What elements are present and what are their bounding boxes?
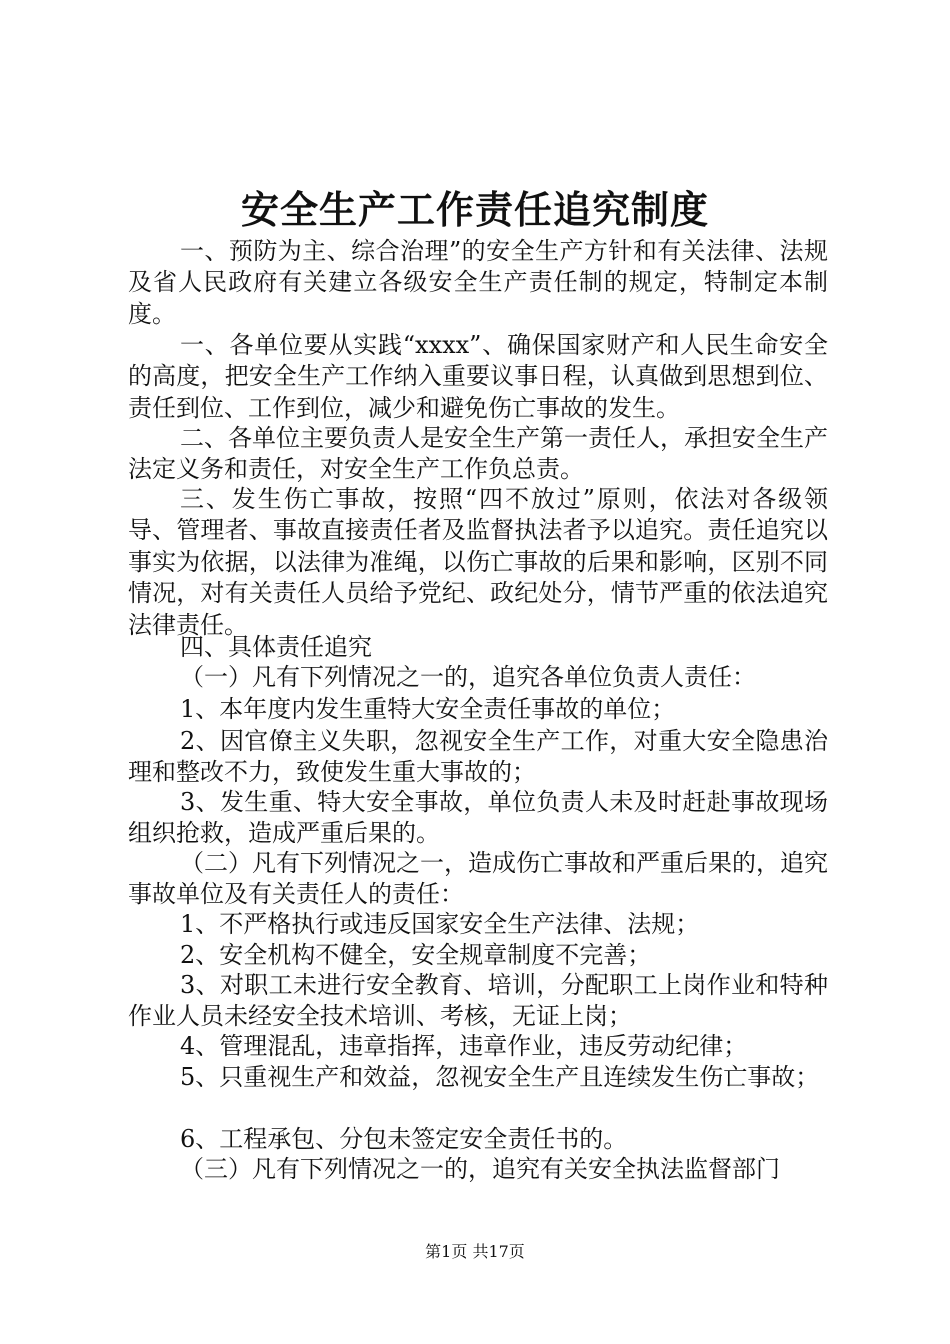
paragraph-item-2-5: 5、只重视生产和效益，忽视安全生产且连续发生伤亡事故； xyxy=(180,1063,820,1091)
paragraph-item-2-2: 2、安全机构不健全，安全规章制度不完善； xyxy=(180,941,652,969)
paragraph-item-2-4: 4、管理混乱，违章指挥，违章作业，违反劳动纪律； xyxy=(180,1032,748,1060)
paragraph-intro: 一、预防为主、综合治理”的安全生产方针和有关法律、法规及省人民政府有关建立各级安全生产责任制的规定，特制定本制度。 xyxy=(128,237,828,328)
paragraph-section-3: 三、发生伤亡事故，按照“四不放过”原则，依法对各级领导、管理者、事故直接责任者及监督执法者予以追究。责任追究以事实为依据，以法律为准绳，以伤亡事故的后果和影响，区别不同情况，对有关责任人员给予党纪、政纪处分，情节严重的依法追究法律责任。 xyxy=(128,485,828,639)
page-number-footer: 第1页 共17页 xyxy=(425,1242,525,1261)
paragraph-item-1-1: 1、本年度内发生重特大安全责任事故的单位； xyxy=(180,695,676,723)
paragraph-item-1-2: 2、因官僚主义失职，忽视安全生产工作，对重大安全隐患治理和整改不力，致使发生重大事故的； xyxy=(128,727,828,787)
paragraph-section-2: 二、各单位主要负责人是安全生产第一责任人，承担安全生产法定义务和责任，对安全生产工作负总责。 xyxy=(128,424,828,484)
paragraph-section-1: 一、各单位要从实践“xxxx”、确保国家财产和人民生命安全的高度，把安全生产工作纳入重要议事日程，认真做到思想到位、责任到位、工作到位，减少和避免伤亡事故的发生。 xyxy=(128,331,828,422)
paragraph-section-4-heading: 四、具体责任追究 xyxy=(180,633,372,661)
paragraph-item-1-3: 3、发生重、特大安全事故，单位负责人未及时赶赴事故现场组织抢救，造成严重后果的。 xyxy=(128,788,828,848)
paragraph-subsection-1: （一）凡有下列情况之一的，追究各单位负责人责任： xyxy=(180,663,756,691)
document-title: 安全生产工作责任追究制度 xyxy=(240,187,709,232)
paragraph-item-2-6: 6、工程承包、分包未签定安全责任书的。 xyxy=(180,1125,628,1153)
paragraph-subsection-2: （二）凡有下列情况之一，造成伤亡事故和严重后果的，追究事故单位及有关责任人的责任： xyxy=(128,849,828,909)
paragraph-item-2-1: 1、不严格执行或违反国家安全生产法律、法规； xyxy=(180,910,700,938)
paragraph-item-2-3: 3、对职工未进行安全教育、培训，分配职工上岗作业和特种作业人员未经安全技术培训、考核，无证上岗； xyxy=(128,971,828,1031)
paragraph-subsection-3: （三）凡有下列情况之一的，追究有关安全执法监督部门 xyxy=(180,1155,780,1183)
